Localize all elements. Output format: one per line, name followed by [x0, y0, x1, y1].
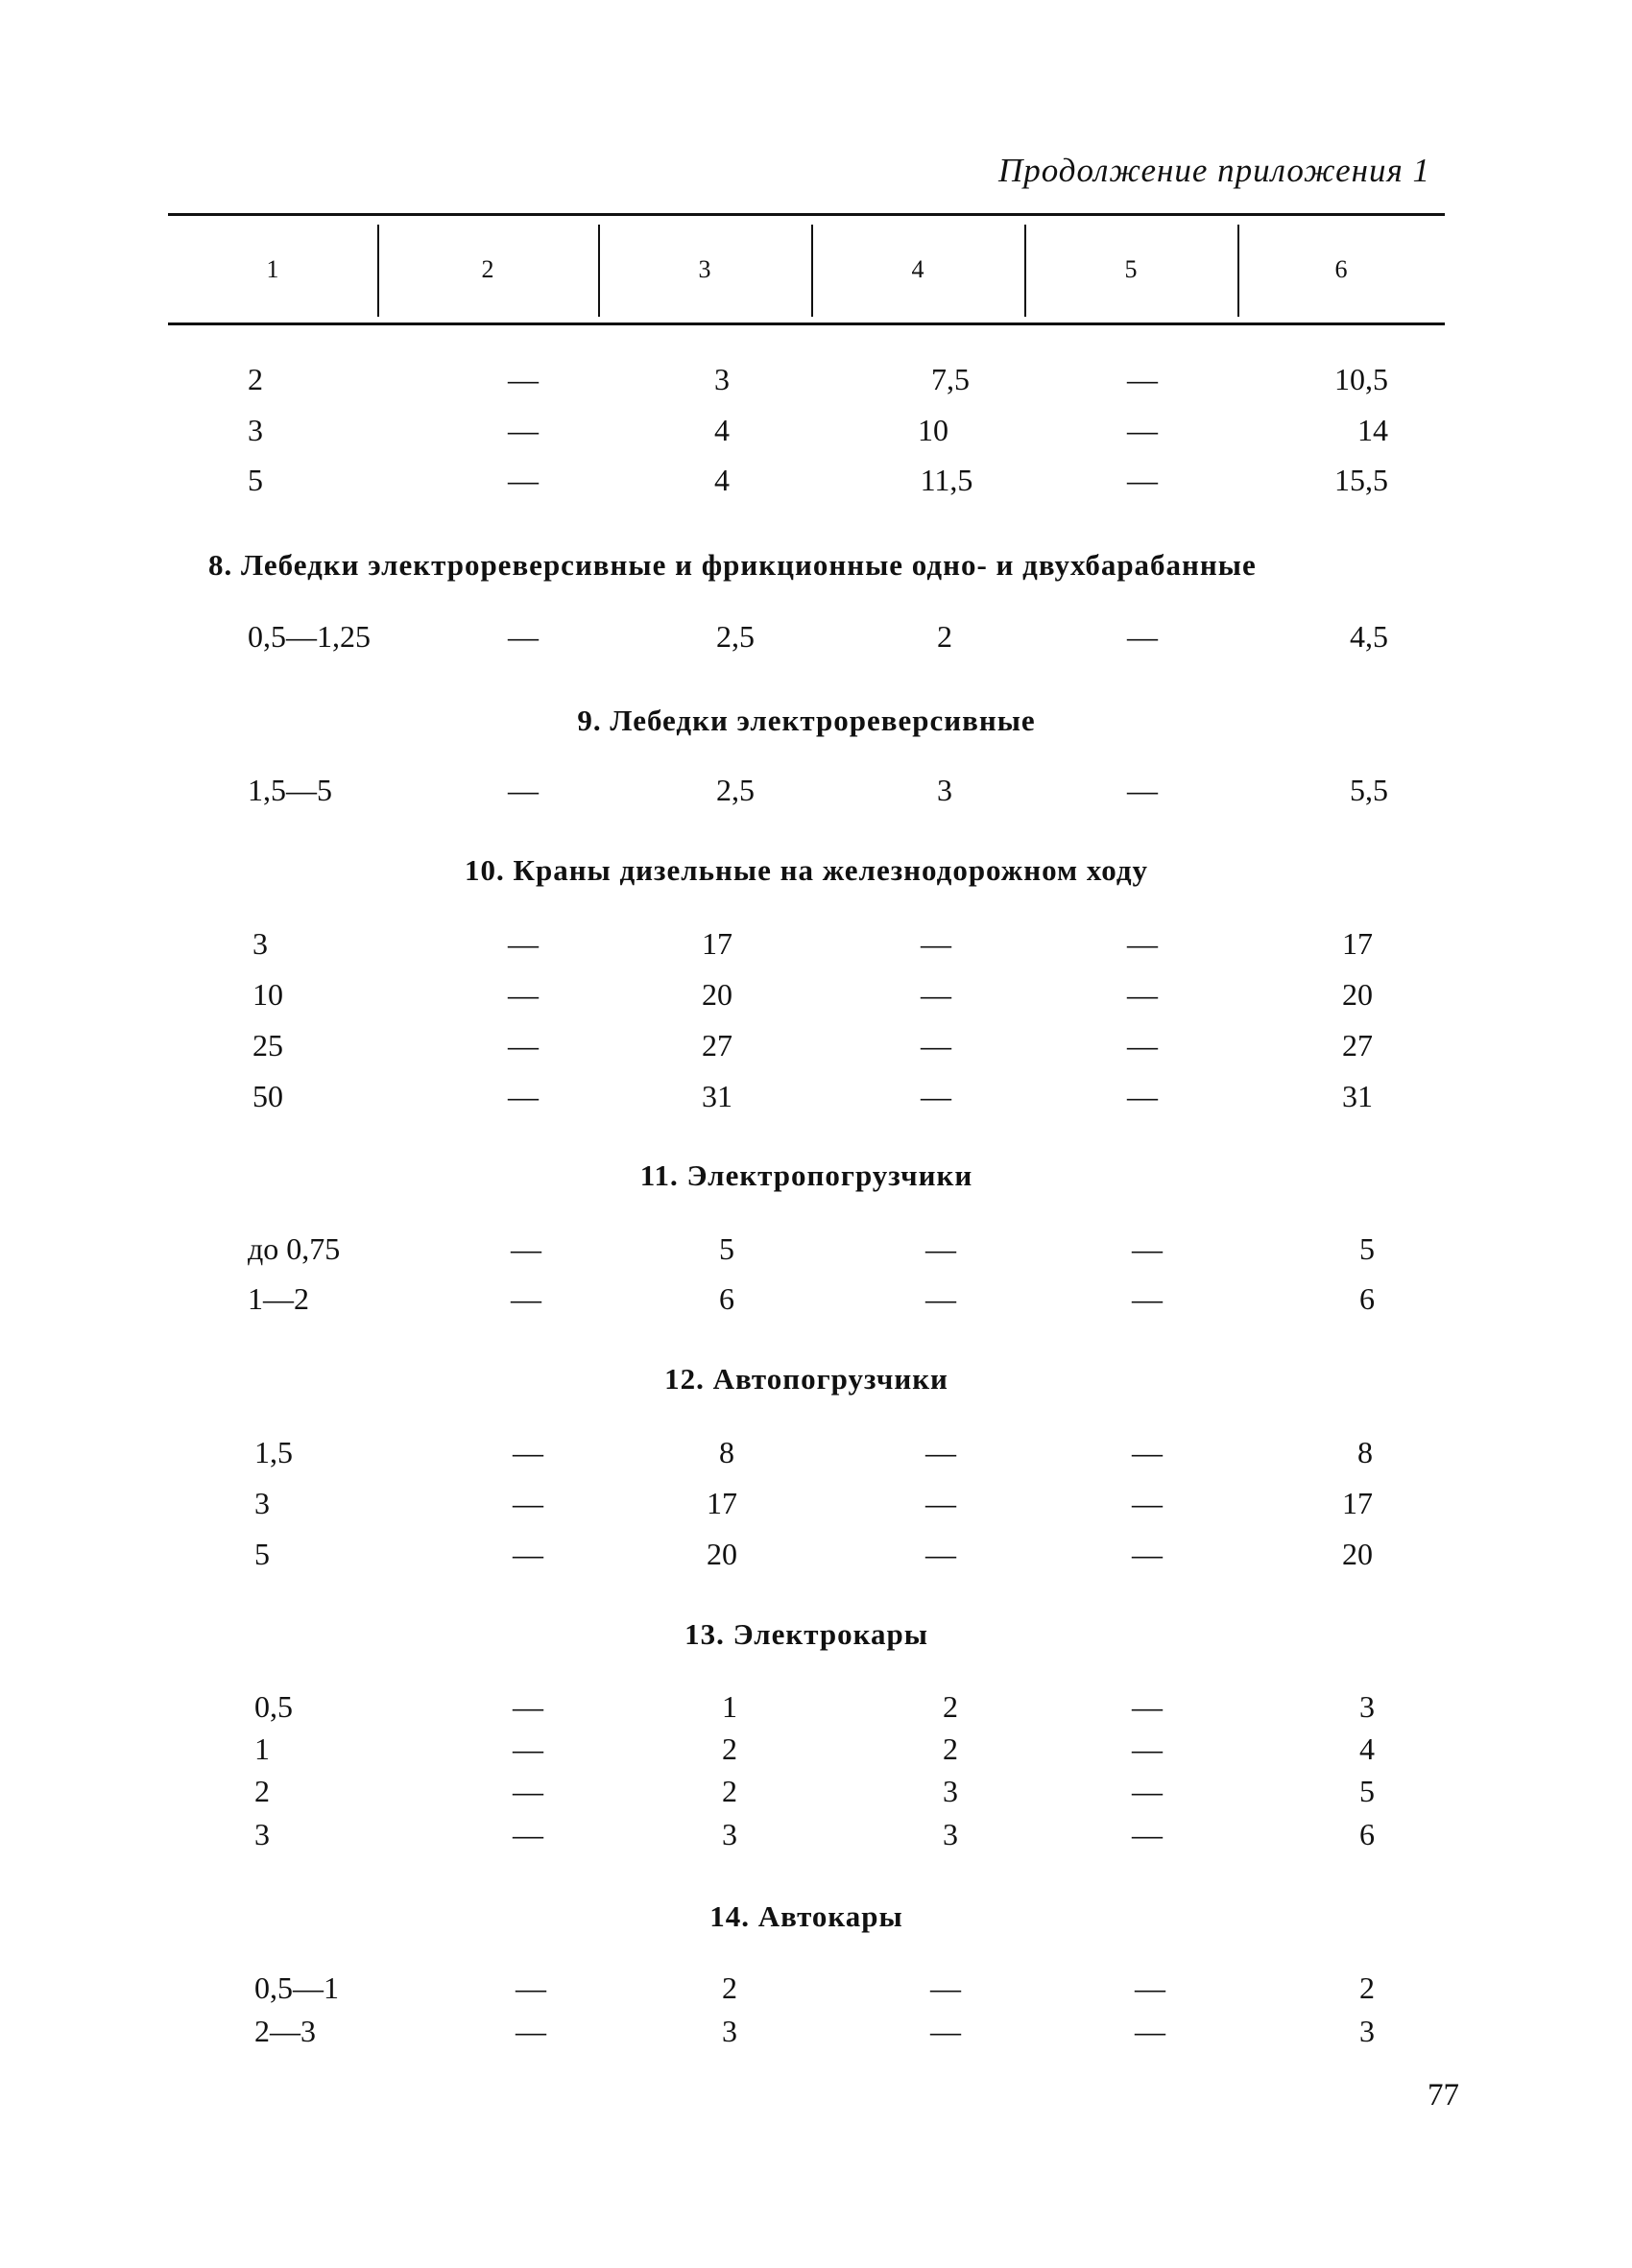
cell-col5: —: [1127, 619, 1158, 654]
cell-col6: 20: [1342, 977, 1373, 1012]
cell-col5: —: [1132, 1774, 1163, 1808]
cell-col3: 1: [722, 1689, 737, 1724]
cell-col1: 3: [248, 413, 263, 447]
cell-col2: —: [513, 1774, 543, 1808]
cell-col3: 27: [702, 1028, 732, 1062]
cell-col5: —: [1127, 362, 1158, 396]
cell-col5: —: [1127, 977, 1158, 1012]
cell-col3: 17: [702, 926, 732, 961]
cell-col1: 1,5: [254, 1435, 293, 1469]
cell-col4: 3: [943, 1817, 958, 1851]
cell-col5: —: [1132, 1537, 1163, 1571]
cell-col4: —: [925, 1486, 956, 1520]
column-header-3: 3: [698, 255, 711, 283]
cell-col2: —: [508, 926, 539, 961]
cell-col5: —: [1132, 1817, 1163, 1851]
column-header-5: 5: [1124, 255, 1138, 283]
cell-col6: 5: [1359, 1231, 1375, 1266]
cell-col3: 2,5: [716, 619, 755, 654]
cell-col4: —: [930, 1970, 961, 2005]
cell-col4: 3: [937, 773, 952, 807]
section-title-8: 8. Лебедки электрореверсивные и фрикционные одно- и двухбарабанные: [208, 548, 1257, 582]
cell-col2: —: [513, 1817, 543, 1851]
table-top-rule: [168, 213, 1445, 216]
cell-col5: —: [1127, 413, 1158, 447]
column-header-row: [168, 219, 1445, 321]
cell-col6: 6: [1359, 1817, 1375, 1851]
cell-col3: 20: [707, 1537, 737, 1571]
cell-col2: —: [508, 1028, 539, 1062]
cell-col3: 6: [719, 1281, 734, 1316]
cell-col6: 15,5: [1334, 463, 1388, 497]
cell-col2: —: [508, 362, 539, 396]
cell-col4: —: [930, 2014, 961, 2048]
cell-col5: —: [1127, 773, 1158, 807]
cell-col4: —: [925, 1281, 956, 1316]
cell-col5: —: [1132, 1689, 1163, 1724]
cell-col3: 2: [722, 1774, 737, 1808]
cell-col6: 8: [1357, 1435, 1373, 1469]
cell-col1: 0,5—1: [254, 1970, 339, 2005]
cell-col4: 2: [937, 619, 952, 654]
cell-col1: 3: [252, 926, 268, 961]
cell-col2: —: [513, 1689, 543, 1724]
cell-col5: —: [1127, 1028, 1158, 1062]
cell-col6: 5,5: [1350, 773, 1388, 807]
cell-col3: 17: [707, 1486, 737, 1520]
cell-col6: 5: [1359, 1774, 1375, 1808]
cell-col1: 1,5—5: [248, 773, 332, 807]
cell-col3: 20: [702, 977, 732, 1012]
cell-col4: 2: [943, 1689, 958, 1724]
table-header-bottom-rule: [168, 322, 1445, 325]
cell-col5: —: [1127, 1079, 1158, 1113]
cell-col6: 17: [1342, 1486, 1373, 1520]
cell-col2: —: [513, 1435, 543, 1469]
cell-col3: 5: [719, 1231, 734, 1266]
cell-col3: 2,5: [716, 773, 755, 807]
cell-col2: —: [508, 1079, 539, 1113]
section-title-12: 12. Автопогрузчики: [664, 1362, 948, 1396]
cell-col6: 6: [1359, 1281, 1375, 1316]
cell-col5: —: [1132, 1486, 1163, 1520]
cell-col6: 10,5: [1334, 362, 1388, 396]
cell-col1: до 0,75: [248, 1231, 341, 1266]
cell-col2: —: [513, 1537, 543, 1571]
cell-col3: 3: [714, 362, 730, 396]
cell-col4: 11,5: [920, 463, 973, 497]
cell-col4: —: [921, 1028, 951, 1062]
cell-col5: —: [1135, 1970, 1165, 2005]
cell-col1: 50: [252, 1079, 283, 1113]
section-title-13: 13. Электрокары: [684, 1617, 928, 1651]
cell-col6: 2: [1359, 1970, 1375, 2005]
cell-col2: —: [508, 619, 539, 654]
cell-col2: —: [513, 1731, 543, 1766]
cell-col6: 3: [1359, 2014, 1375, 2048]
cell-col3: 31: [702, 1079, 732, 1113]
page-number: 77: [1428, 2078, 1459, 2113]
cell-col1: 0,5: [254, 1689, 293, 1724]
continuation-header: Продолжение приложения 1: [997, 152, 1430, 189]
cell-col4: —: [921, 926, 951, 961]
cell-col5: —: [1132, 1731, 1163, 1766]
section-title-10: 10. Краны дизельные на железнодорожном ходу: [464, 853, 1149, 887]
cell-col1: 2—3: [254, 2014, 316, 2048]
cell-col4: 3: [943, 1774, 958, 1808]
cell-col1: 3: [254, 1486, 270, 1520]
cell-col3: 2: [722, 1970, 737, 2005]
cell-col1: 1—2: [248, 1281, 309, 1316]
cell-col4: —: [925, 1231, 956, 1266]
cell-col5: —: [1132, 1281, 1163, 1316]
column-header-1: 1: [266, 255, 279, 283]
cell-col1: 0,5—1,25: [248, 619, 371, 654]
cell-col4: —: [921, 977, 951, 1012]
cell-col4: 7,5: [931, 362, 970, 396]
cell-col3: 4: [714, 413, 730, 447]
cell-col3: 2: [722, 1731, 737, 1766]
cell-col1: 10: [252, 977, 283, 1012]
cell-col2: —: [511, 1231, 541, 1266]
cell-col4: —: [925, 1435, 956, 1469]
cell-col2: —: [508, 413, 539, 447]
cell-col6: 4,5: [1350, 619, 1388, 654]
cell-col5: —: [1132, 1231, 1163, 1266]
cell-col2: —: [516, 2014, 546, 2048]
cell-col3: 3: [722, 1817, 737, 1851]
cell-col5: —: [1135, 2014, 1165, 2048]
cell-col1: 3: [254, 1817, 270, 1851]
cell-col1: 5: [248, 463, 263, 497]
cell-col2: —: [508, 463, 539, 497]
cell-col5: —: [1132, 1435, 1163, 1469]
cell-col2: —: [508, 773, 539, 807]
cell-col2: —: [516, 1970, 546, 2005]
cell-col1: 1: [254, 1731, 270, 1766]
cell-col4: 10: [918, 413, 948, 447]
section-title-14: 14. Автокары: [709, 1899, 903, 1933]
cell-col1: 25: [252, 1028, 283, 1062]
cell-col3: 8: [719, 1435, 734, 1469]
column-header-2: 2: [481, 255, 494, 283]
cell-col6: 20: [1342, 1537, 1373, 1571]
cell-col6: 27: [1342, 1028, 1373, 1062]
cell-col6: 4: [1359, 1731, 1375, 1766]
section-title-11: 11. Электропогрузчики: [639, 1158, 973, 1192]
cell-col1: 2: [248, 362, 263, 396]
cell-col3: 4: [714, 463, 730, 497]
column-header-6: 6: [1334, 255, 1348, 283]
cell-col3: 3: [722, 2014, 737, 2048]
cell-col4: 2: [943, 1731, 958, 1766]
cell-col6: 31: [1342, 1079, 1373, 1113]
cell-col6: 3: [1359, 1689, 1375, 1724]
section-title-9: 9. Лебедки электрореверсивные: [577, 704, 1036, 737]
cell-col4: —: [925, 1537, 956, 1571]
cell-col2: —: [508, 977, 539, 1012]
cell-col5: —: [1127, 463, 1158, 497]
cell-col2: —: [513, 1486, 543, 1520]
column-header-4: 4: [911, 255, 924, 283]
cell-col1: 5: [254, 1537, 270, 1571]
cell-col1: 2: [254, 1774, 270, 1808]
cell-col4: —: [921, 1079, 951, 1113]
cell-col6: 14: [1357, 413, 1388, 447]
cell-col6: 17: [1342, 926, 1373, 961]
cell-col2: —: [511, 1281, 541, 1316]
cell-col5: —: [1127, 926, 1158, 961]
